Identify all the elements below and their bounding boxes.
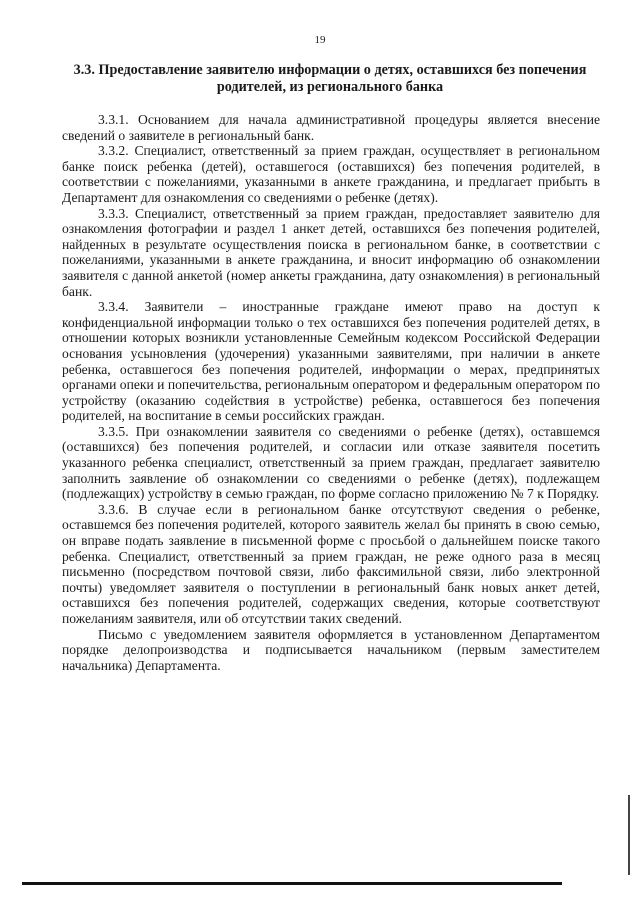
page-number: 19	[314, 34, 326, 46]
scan-edge-mark	[628, 795, 630, 875]
section-title: 3.3. Предоставление заявителю информации о детях, оставшихся без попечения родителей, из регионального банка	[73, 62, 587, 95]
paragraph-3-3-3: 3.3.3. Специалист, ответственный за прием граждан, предоставляет заявителю для ознакомления фотографии и раздел 1 анкет детей, оставшихся без попечения родителей, найденных в результате осуществления поиска в региональном банке, в соответствии с пожеланиями, указанными в анкете гражданина, и вносит информацию об ознакомлении заявителя с данной анкетой (номер анкеты гражданина, дату ознакомления) в региональный банк.	[62, 205, 600, 299]
paragraph-3-3-5: 3.3.5. При ознакомлении заявителя со сведениями о ребенке (детях), оставшемся (оставшихся) без попечения родителей, и согласии или отказе заявителя посетить указанного ребенка специалист, ответственный за прием граждан, предлагает заявителю заполнить заявление об ознакомлении со сведениями о ребенке (детях), подлежащем (подлежащих) устройству в семью граждан, по форме согласно приложению № 7 к Порядку.	[62, 423, 600, 502]
scan-bottom-bar	[22, 882, 562, 885]
paragraph-3-3-6: 3.3.6. В случае если в региональном банке отсутствуют сведения о ребенке, оставшемся без попечения родителей, которого заявитель желал бы принять в свою семью, он вправе подать заявление в письменной форме с просьбой о дальнейшем поиске такого ребенка. Специалист, ответственный за прием граждан, не реже одного раза в месяц письменно (посредством почтовой связи, либо факсимильной связи, либо электронной почты) уведомляет заявителя о поступлении в региональный банк новых анкет детей, оставшихся без попечения родителей, содержащих сведения, которые соответствуют пожеланиям заявителя, или об отсутствии таких сведений.	[62, 501, 600, 626]
paragraph-3-3-4: 3.3.4. Заявители – иностранные граждане имеют право на доступ к конфиденциальной информации только о тех оставшихся без попечения родителей детях, в отношении которых возникли установленные Семейным кодексом Российской Федерации основания усыновления (удочерения) указанными заявителями, при наличии в анкете ребенка, оставшегося без попечения родителей, информации о мерах, предпринятых органами опеки и попечительства, региональным оператором и федеральным оператором по устройству (оказанию содействия в устройстве) ребенка, оставшегося без попечения родителей, на воспитание в семьи российских граждан.	[62, 299, 600, 424]
paragraph-3-3-1: 3.3.1. Основанием для начала административной процедуры является внесение сведений о заявителе в региональный банк.	[62, 112, 600, 143]
document-body	[62, 112, 600, 673]
paragraph-3-3-2: 3.3.2. Специалист, ответственный за прием граждан, осуществляет в региональном банке поиск ребенка (детей), оставшегося (оставшихся) без попечения родителей, в соответствии с пожеланиями, указанными в анкете гражданина, и предлагает прибыть в Департамент для ознакомления со сведениями о ребенке (детях).	[62, 143, 600, 205]
paragraph-notification-letter: Письмо с уведомлением заявителя оформляется в установленном Департаментом порядке делопроизводства и подписывается начальником (первым заместителем начальника) Департамента.	[62, 626, 600, 673]
